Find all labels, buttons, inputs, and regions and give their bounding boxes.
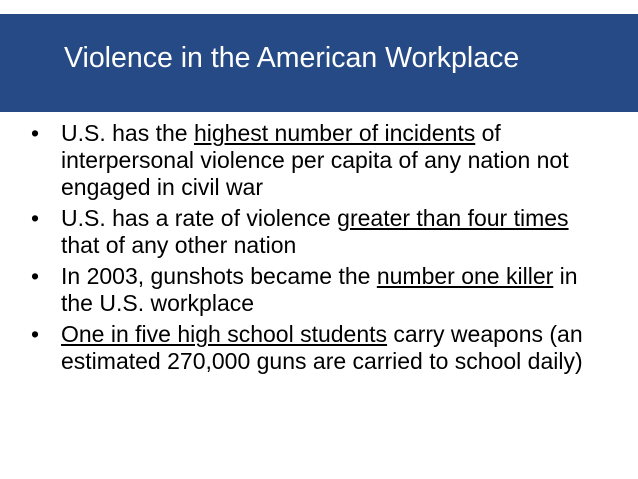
underlined-phrase: One in five high school students [61, 321, 388, 347]
bullet-text-part: of interpersonal violence per capita of any nation not engaged in civil war [61, 120, 569, 200]
bullet-text-part: that of any other nation [61, 232, 297, 258]
bullet-text-part: in the U.S. workplace [61, 263, 578, 316]
bullet-item [30, 263, 610, 317]
bullet-marker: • [31, 263, 40, 289]
bullet-marker: • [31, 321, 40, 347]
slide-title: Violence in the American Workplace [64, 42, 520, 74]
bullet-item [30, 120, 610, 201]
bullet-text-part: In 2003, gunshots became the [61, 263, 377, 289]
bullet-text-part: carry weapons (an estimated 270,000 guns are carried to school daily) [61, 321, 583, 374]
bullet-marker: • [31, 205, 40, 231]
bullet-text-part: U.S. has a rate of violence [61, 205, 338, 231]
bullet-text-part: U.S. has the [61, 120, 194, 146]
underlined-phrase: number one killer [376, 263, 554, 289]
bullet-list [30, 120, 610, 379]
underlined-phrase: greater than four times [337, 205, 569, 231]
bullet-marker: • [31, 120, 40, 146]
bullet-item [30, 321, 610, 375]
bullet-item [30, 205, 610, 259]
underlined-phrase: highest number of incidents [193, 120, 476, 146]
